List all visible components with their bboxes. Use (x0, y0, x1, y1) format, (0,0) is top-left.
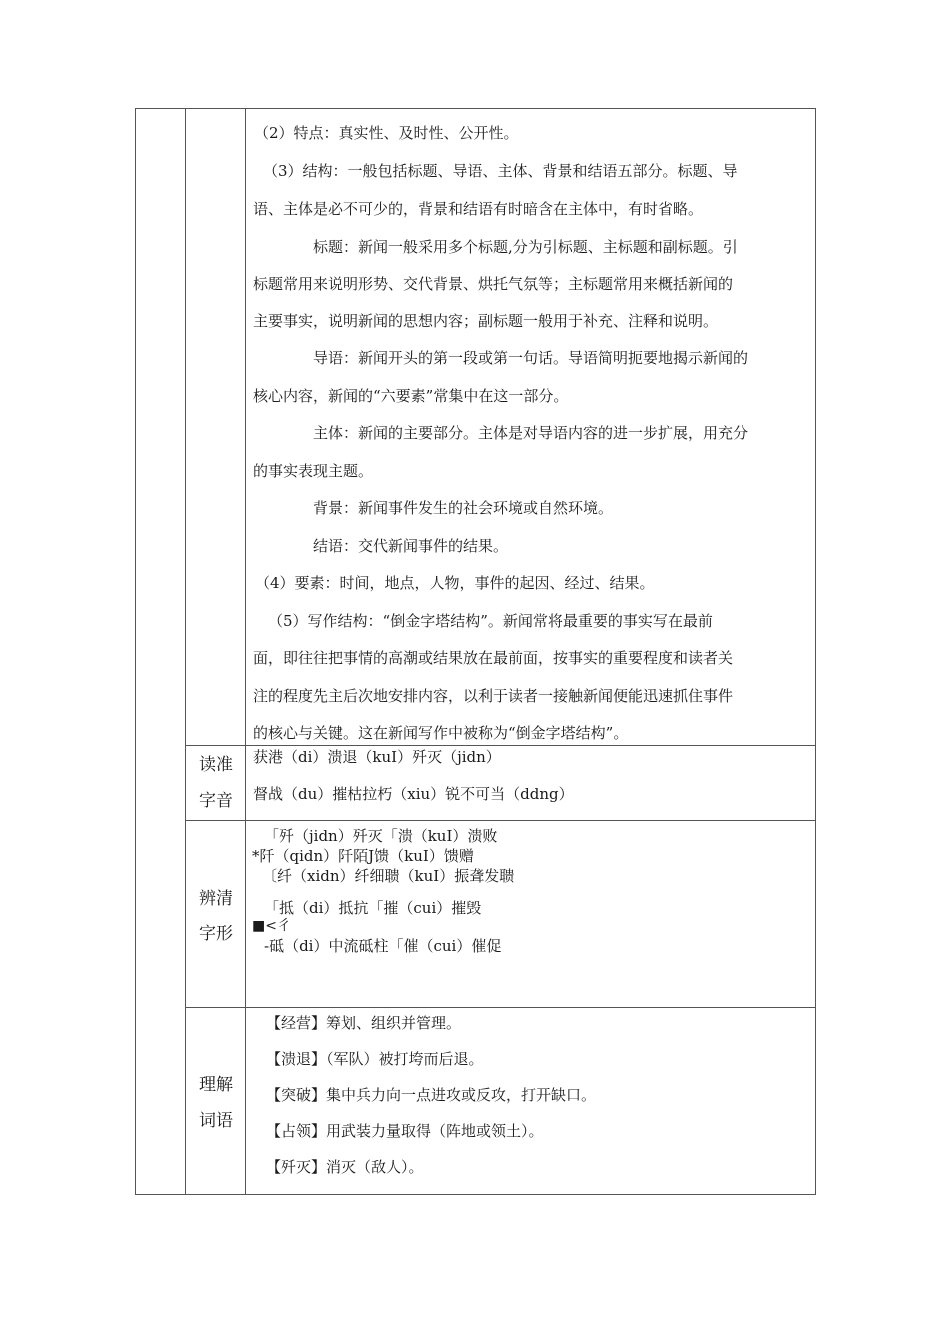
news-line: （3）结构：一般包括标题、导语、主体、背景和结语五部分。标题、导 (263, 162, 738, 180)
news-line: 结语：交代新闻事件的结果。 (313, 537, 509, 555)
news-line: 语、主体是必不可少的，背景和结语有时暗含在主体中，有时省略。 (253, 200, 704, 218)
news-line: （5）写作结构：“倒金字塔结构”。新闻常将最重要的事实写在最前 (268, 612, 713, 630)
news-line: 导语：新闻开头的第一段或第一句话。导语简明扼要地揭示新闻的 (313, 349, 749, 367)
vocab-item: 【经营】筹划、组织并管理。 (266, 1014, 462, 1032)
vocab-label: 理解 (199, 1075, 233, 1095)
glyph-line: *阡（qidn）阡陌J馈（kuI）馈赠 (252, 847, 474, 865)
vocab-item: 【占领】用武装力量取得（阵地或领土）。 (266, 1122, 544, 1140)
news-line: （4）要素：时间，地点，人物，事件的起因、经过、结果。 (255, 574, 655, 592)
row-divider-2 (185, 820, 815, 821)
glyph-line: ■<彳 (252, 918, 291, 934)
glyph-line: 「歼（jidn）歼灭「溃（kuI）溃败 (264, 827, 498, 845)
news-line: 面，即往往把事情的高潮或结果放在最前面，按事实的重要程度和读者关 (253, 649, 734, 667)
news-line: 主体：新闻的主要部分。主体是对导语内容的进一步扩展，用充分 (313, 424, 749, 442)
news-line: 的核心与关键。这在新闻写作中被称为“倒金字塔结构”。 (253, 724, 629, 742)
vocab-label: 词语 (199, 1111, 233, 1131)
glyph-line: -砥（di）中流砥柱「催（cui）催促 (264, 937, 502, 955)
news-line: 注的程度先主后次地安排内容，以利于读者一接触新闻便能迅速抓住事件 (253, 687, 734, 705)
news-line: 标题常用来说明形势、交代背景、烘托气氛等；主标题常用来概括新闻的 (253, 275, 734, 293)
news-line: 标题：新闻一般采用多个标题,分为引标题、主标题和副标题。引 (313, 238, 738, 256)
news-line: 背景：新闻事件发生的社会环境或自然环境。 (313, 499, 614, 517)
pronunciation-line: 督战（du）摧枯拉朽（xiu）锐不可当（ddng） (253, 785, 574, 803)
column-divider-1 (185, 109, 186, 1194)
column-divider-2 (245, 109, 246, 1194)
news-line: 核心内容，新闻的“六要素”常集中在这一部分。 (253, 387, 569, 405)
glyph-line: 〔纤（xidn）纤细聩（kuI）振聋发聩 (262, 867, 515, 885)
row-divider-3 (185, 1007, 815, 1008)
glyph-label: 字形 (199, 924, 233, 944)
pronunciation-line: 获港（di）溃退（kuI）歼灭（jidn） (253, 748, 501, 766)
content-table (135, 108, 816, 1195)
glyph-label: 辨清 (199, 889, 233, 909)
news-line: （2）特点：真实性、及时性、公开性。 (254, 124, 519, 142)
vocab-item: 【突破】集中兵力向一点进攻或反攻，打开缺口。 (266, 1086, 597, 1104)
news-line: 的事实表现主题。 (253, 462, 374, 480)
pronunciation-label: 读准 (199, 755, 233, 775)
glyph-line: 「抵（di）抵抗「摧（cui）摧毁 (264, 899, 482, 917)
vocab-item: 【歼灭】消灭（敌人）。 (266, 1158, 424, 1176)
pronunciation-label: 字音 (199, 791, 233, 811)
vocab-item: 【溃退】（军队）被打垮而后退。 (266, 1050, 484, 1068)
row-divider-1 (185, 745, 815, 746)
news-line: 主要事实，说明新闻的思想内容；副标题一般用于补充、注释和说明。 (253, 312, 719, 330)
